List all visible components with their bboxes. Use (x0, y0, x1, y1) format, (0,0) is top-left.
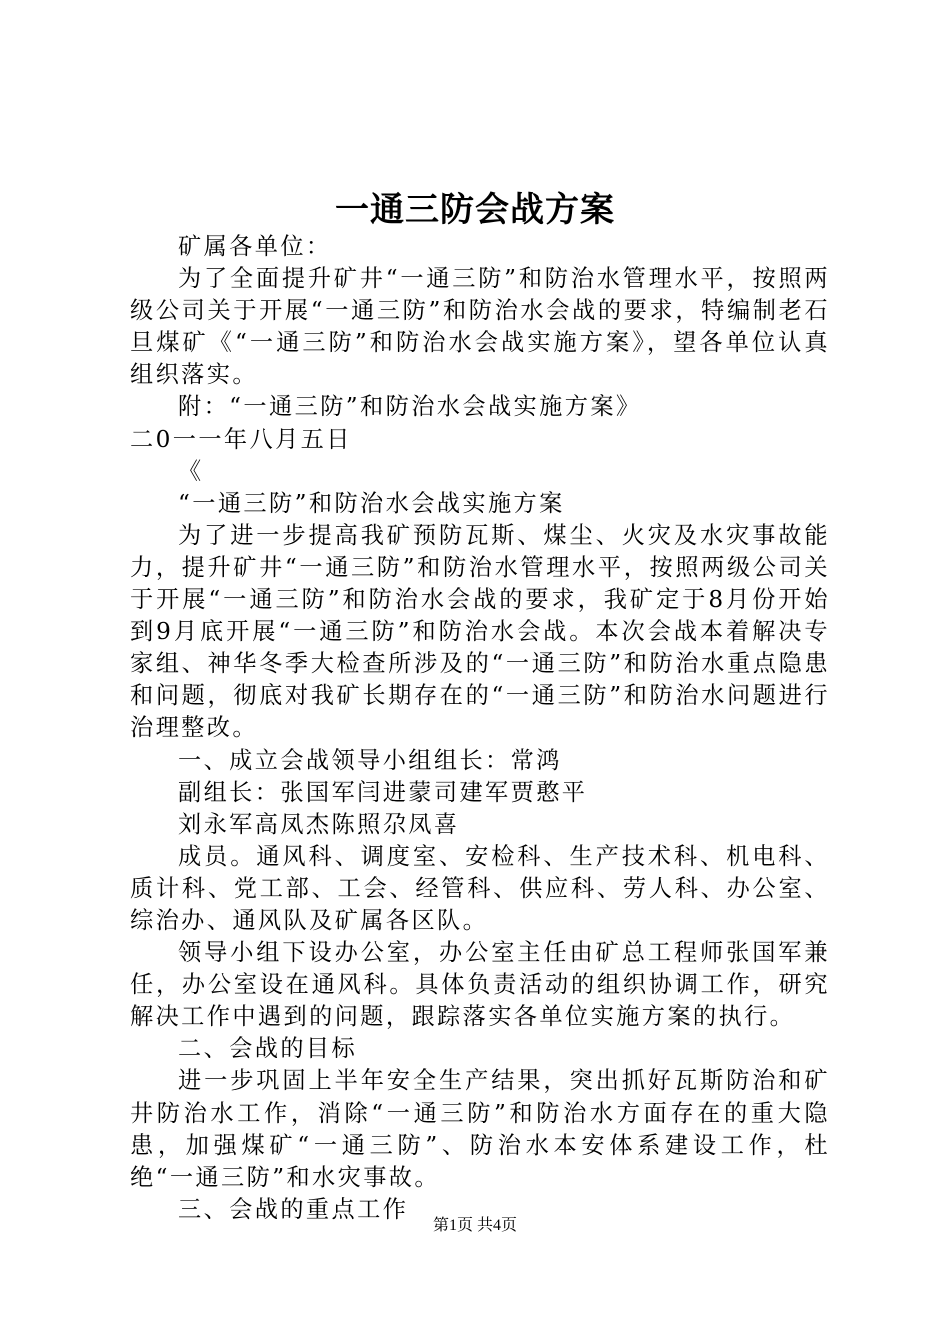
paragraph-intro: 为了全面提升矿井“一通三防”和防治水管理水平，按照两级公司关于开展“一通三防”和防治水会战的要求，特编制老石旦煤矿《“一通三防”和防治水会战实施方案》，望各单位认真组织落实。 (130, 265, 830, 389)
paragraph-bracket: 《 (178, 457, 204, 485)
paragraph-purpose: 为了进一步提高我矿预防瓦斯、煤尘、火灾及水灾事故能力，提升矿井“一通三防”和防治水管理水平，按照两级公司关于开展“一通三防”和防治水会战的要求，我矿定于8月份开始到9月底开展“一通三防”和防治水会战。本次会战本着解决专家组、神华冬季大检查所涉及的“一通三防”和防治水重点隐患和问题，彻底对我矿长期存在的“一通三防”和防治水问题进行治理整改。 (130, 521, 830, 742)
paragraph-deputy-leaders-cont: 刘永军高凤杰陈照尕凤喜 (178, 810, 460, 838)
paragraph-members: 成员。通风科、调度室、安检科、生产技术科、机电科、质计科、党工部、工会、经管科、供应科、劳人科、办公室、综治办、通风队及矿属各区队。 (130, 842, 830, 934)
page-footer: 第1页 共4页 (432, 1217, 517, 1234)
paragraph-attachment: 附：“一通三防”和防治水会战实施方案》 (178, 393, 642, 421)
paragraph-office: 领导小组下设办公室，办公室主任由矿总工程师张国军兼任，办公室设在通风科。具体负责活动的组织协调工作，研究解决工作中遇到的问题，跟踪落实各单位实施方案的执行。 (130, 939, 830, 1031)
paragraph-section-2: 二、会战的目标 (178, 1035, 358, 1063)
paragraph-section-1: 一、成立会战领导小组组长：常鸿 (178, 746, 562, 774)
document-body (130, 231, 830, 1226)
document-title: 一通三防会战方案 (335, 190, 615, 230)
paragraph-salutation: 矿属各单位： (178, 233, 332, 260)
paragraph-section-3: 三、会战的重点工作 (178, 1195, 409, 1223)
paragraph-date: 二0一一年八月五日 (130, 425, 352, 453)
paragraph-plan-title: “一通三防”和防治水会战实施方案 (178, 489, 565, 517)
paragraph-goals: 进一步巩固上半年安全生产结果，突出抓好瓦斯防治和矿井防治水工作，消除“一通三防”和防治水方面存在的重大隐患，加强煤矿“一通三防”、防治水本安体系建设工作，杜绝“一通三防”和水灾事故。 (130, 1067, 830, 1191)
paragraph-deputy-leaders: 副组长：张国军闫进蒙司建军贾憨平 (178, 778, 588, 806)
